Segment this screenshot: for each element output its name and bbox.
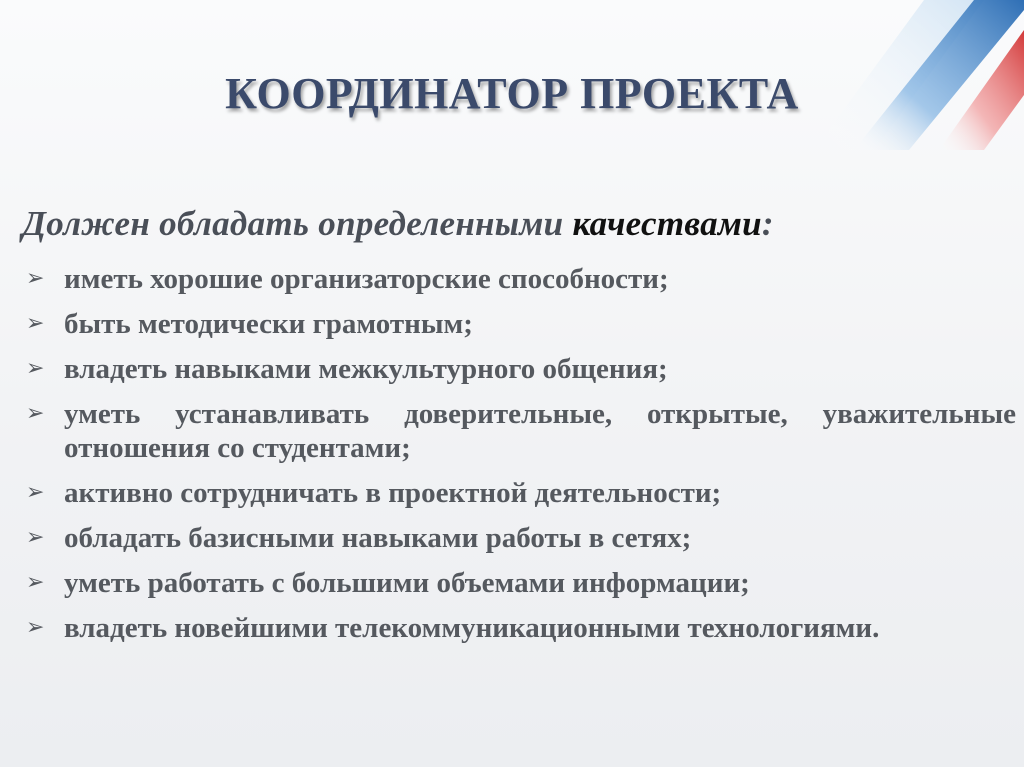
list-item: [26, 611, 1016, 645]
arrow-bullet-icon: ➢: [26, 311, 45, 336]
intro-accent: качествами: [572, 204, 762, 243]
list-item: [26, 352, 1016, 386]
list-item-text: уметь устанавливать доверительные, открытые, уважительные отношения со студентами;: [64, 398, 1016, 464]
list-item-text: владеть навыками межкультурного общения;: [64, 353, 668, 385]
list-item-text: уметь работать с большими объемами информации;: [64, 567, 750, 599]
arrow-bullet-icon: ➢: [26, 401, 45, 426]
arrow-bullet-icon: ➢: [26, 356, 45, 381]
list-item-text: обладать базисными навыками работы в сетях;: [64, 522, 692, 554]
list-item: [26, 397, 1016, 465]
page-title: КООРДИНАТОР ПРОЕКТА: [225, 69, 799, 118]
qualities-list: [26, 262, 1016, 656]
list-item: [26, 521, 1016, 555]
arrow-bullet-icon: ➢: [26, 570, 45, 595]
list-item-text: владеть новейшими телекоммуникационными технологиями.: [64, 612, 880, 644]
list-item: [26, 262, 1016, 296]
arrow-bullet-icon: ➢: [26, 480, 45, 505]
intro-suffix: :: [761, 204, 774, 243]
intro-line: [22, 204, 774, 244]
list-item-text: быть методически грамотным;: [64, 308, 473, 340]
intro-prefix: Должен обладать определенными: [22, 204, 573, 243]
list-item: [26, 566, 1016, 600]
arrow-bullet-icon: ➢: [26, 615, 45, 640]
arrow-bullet-icon: ➢: [26, 525, 45, 550]
list-item: [26, 307, 1016, 341]
list-item-text: иметь хорошие организаторские способности;: [64, 263, 669, 295]
arrow-bullet-icon: ➢: [26, 266, 45, 291]
list-item: [26, 476, 1016, 510]
list-item-text: активно сотрудничать в проектной деятельности;: [64, 477, 722, 509]
